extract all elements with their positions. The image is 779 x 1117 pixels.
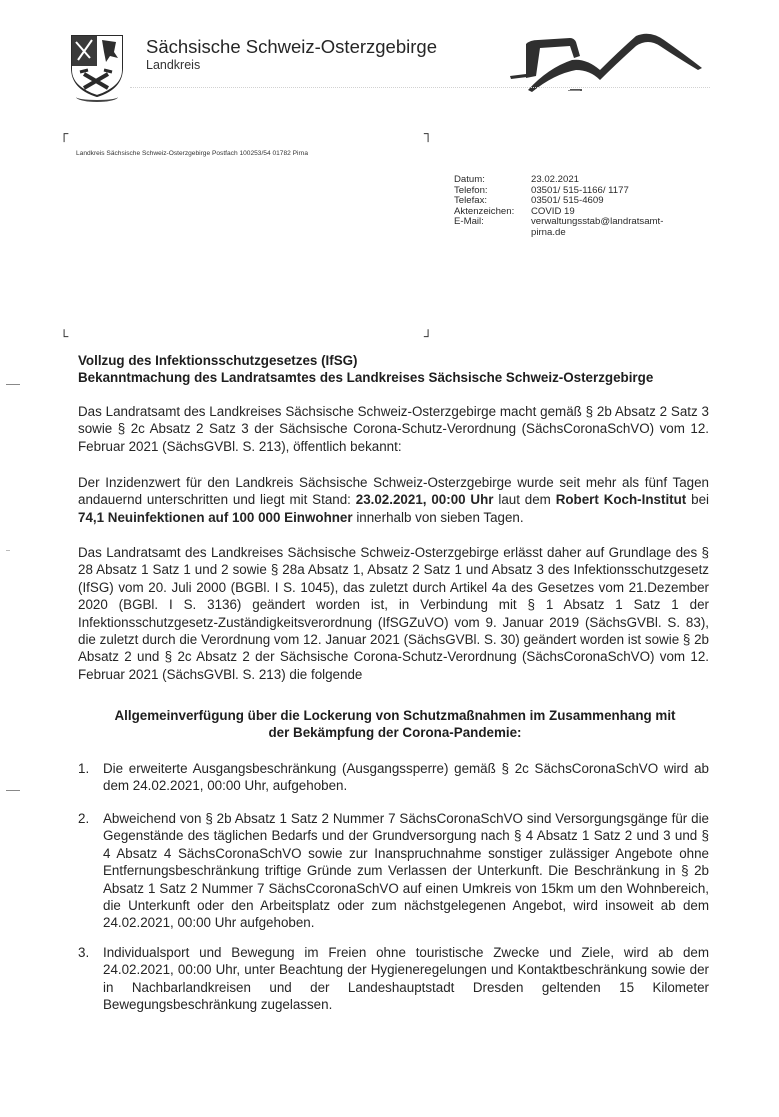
fold-mark (6, 384, 20, 385)
info-label: Telefon: (454, 184, 488, 196)
info-row-date (454, 175, 691, 186)
coat-of-arms-icon (68, 32, 126, 98)
info-label: Telefax: (454, 195, 488, 207)
list-item-number: 1. (78, 761, 90, 776)
list-item (78, 810, 709, 932)
corner-mark-bottom-left: └ (60, 330, 69, 346)
text-run: Der Inzidenzwert für den Landkreis Sächsische Schweiz-Osterzgebirge wurde seit mehr als fünf Tagen andauernd unterschritten und liegt mit Stand: (78, 475, 709, 508)
text-run: laut dem (493, 492, 556, 508)
paragraph-intro: Das Landratsamt des Landkreises Sächsische Schweiz-Osterzgebirge macht gemäß § 2b Absatz 2 Satz 3 sowie § 2c Absatz 2 Satz 3 der Sächsische Corona-Schutz-Verordnung (SächsCoronaSchVO) vom 12. Februar 2021 (SächsGVBl. S. 213), öffentlich bekannt: (78, 404, 709, 454)
list-item (78, 760, 709, 795)
info-row-email-cont (454, 228, 691, 239)
info-value: 23.02.2021 (531, 174, 580, 185)
list-item-text: Individualsport und Bewegung im Freien ohne touristische Zwecke und Ziele, wird ab dem 24.02.2021, 00:00 Uhr, unter Beachtung der Hygieneregelungen und Kontaktbeschränkung sowie der in Nachbarlandkreisen und der Landeshauptstadt Dresden geltenden 15 Kilometer Bewegungsbeschränkung zugelassen. (103, 945, 709, 1013)
info-value: 03501/ 515-4609 (531, 195, 604, 207)
title-line-1: Vollzug des Infektionsschutzgesetzes (IfSG) (78, 353, 358, 368)
corner-mark-bottom-right: ┘ (424, 330, 433, 346)
header-divider (130, 87, 710, 88)
paragraph-incidence (78, 474, 709, 526)
list-item (78, 944, 709, 1014)
text-run: innerhalb von sieben Tagen. (352, 509, 524, 525)
info-label: E-Mail: (454, 216, 484, 228)
org-subtitle: Landkreis (146, 58, 201, 72)
document-title (78, 352, 653, 386)
header-mark (568, 90, 580, 91)
list-item-number: 3. (78, 945, 90, 960)
ruling-line-2: der Bekämpfung der Corona-Pandemie: (268, 725, 522, 740)
corner-mark-top-left: ┌ (60, 127, 69, 143)
fold-mark (6, 790, 20, 791)
info-value: 03501/ 515-1166/ 1177 (531, 184, 629, 196)
info-label: Aktenzeichen: (454, 205, 515, 217)
sender-line: Landkreis Sächsische Schweiz-Osterzgebirge Postfach 100253/54 01782 Pirna (76, 150, 309, 157)
bold-run: Robert Koch-Institut (555, 492, 687, 508)
info-label: Datum: (454, 174, 485, 185)
bold-run: 74,1 Neuinfektionen auf 100 000 Einwohner (78, 509, 353, 525)
list-item-text: Abweichend von § 2b Absatz 1 Satz 2 Nummer 7 SächsCoronaSchVO sind Versorgungsgänge für die Gegenstände des täglichen Bedarfs und der Grundversorgung nach § 4 Absatz 1 Satz 2 und 3 und § 4 Absatz 4 SächsCoronaSchVO sowie zur Inanspruchnahme sonstiger zulässiger Angebote ohne Entfernungsbeschränkung triftige Gründe zum Verlassen der Unterkunft. Die Beschränkung in § 2b Absatz 1 Satz 2 Nummer 7 SächsCcoronaSchVO auf einen Umkreis von 15km um den Wohnbereich, die Unterkunft oder den Arbeitsplatz oder zum nächstgelegenen Angebot, wird insoweit ab dem 24.02.2021, 00:00 Uhr aufgehoben. (103, 811, 709, 931)
list-item-text: Die erweiterte Ausgangsbeschränkung (Ausgangssperre) gemäß § 2c SächsCoronaSchVO wird ab dem 24.02.2021, 00:00 Uhr, aufgehoben. (103, 761, 709, 794)
corner-mark-top-right: ┐ (424, 127, 433, 143)
fold-mark (6, 550, 10, 551)
info-value: pirna.de (531, 226, 566, 238)
org-name: Sächsische Schweiz-Osterzgebirge (146, 36, 437, 57)
info-block (454, 175, 691, 239)
info-label (454, 228, 531, 239)
info-row-email (454, 217, 691, 228)
paragraph-legal-basis: Das Landratsamt des Landkreises Sächsische Schweiz-Osterzgebirge erlässt daher auf Grundlage des § 28 Absatz 1 Satz 1 und 2 sowie § 28a Absatz 1, Absatz 2 Satz 1 und Absatz 3 des Infektionsschutzgesetz (IfSG) vom 20. Juli 2000 (BGBl. I S. 1045), das zuletzt durch Artikel 4a des Gesetzes vom 21.Dezember 2020 (BGBl. I S. 3136) geändert worden ist, in Verbindung mit § 1 Absatz 1 Satz 1 der Infektionsschutzgesetz-Zuständigkeitsverordnung (IfSGZuVO) vom 9. Januar 2019 (SächsGVBl. S. 83), die zuletzt durch die Verordnung vom 12. Januar 2021 (SächsGVBl. S. 30) geändert worden ist sowie § 2b Absatz 2 und § 2c Absatz 2 der Sächsische Corona-Schutz-Verordnung (SächsCoronaSchVO) vom 12. Februar 2021 (SächsGVBl. S. 213) die folgende (78, 545, 709, 682)
info-value: COVID 19 (531, 205, 575, 217)
bold-run: 23.02.2021, 00:00 Uhr (355, 492, 494, 508)
coat-decoration (76, 92, 118, 102)
list-item-number: 2. (78, 811, 90, 826)
info-value: verwaltungsstab@landratsamt- (531, 216, 664, 228)
text-run: bei (686, 492, 709, 508)
title-line-2: Bekanntmachung des Landratsamtes des Landkreises Sächsische Schweiz-Osterzgebirge (78, 370, 654, 385)
ruling-heading (86, 707, 704, 741)
ruling-line-1: Allgemeinverfügung über die Lockerung von Schutzmaßnahmen im Zusammenhang mit (114, 708, 676, 723)
